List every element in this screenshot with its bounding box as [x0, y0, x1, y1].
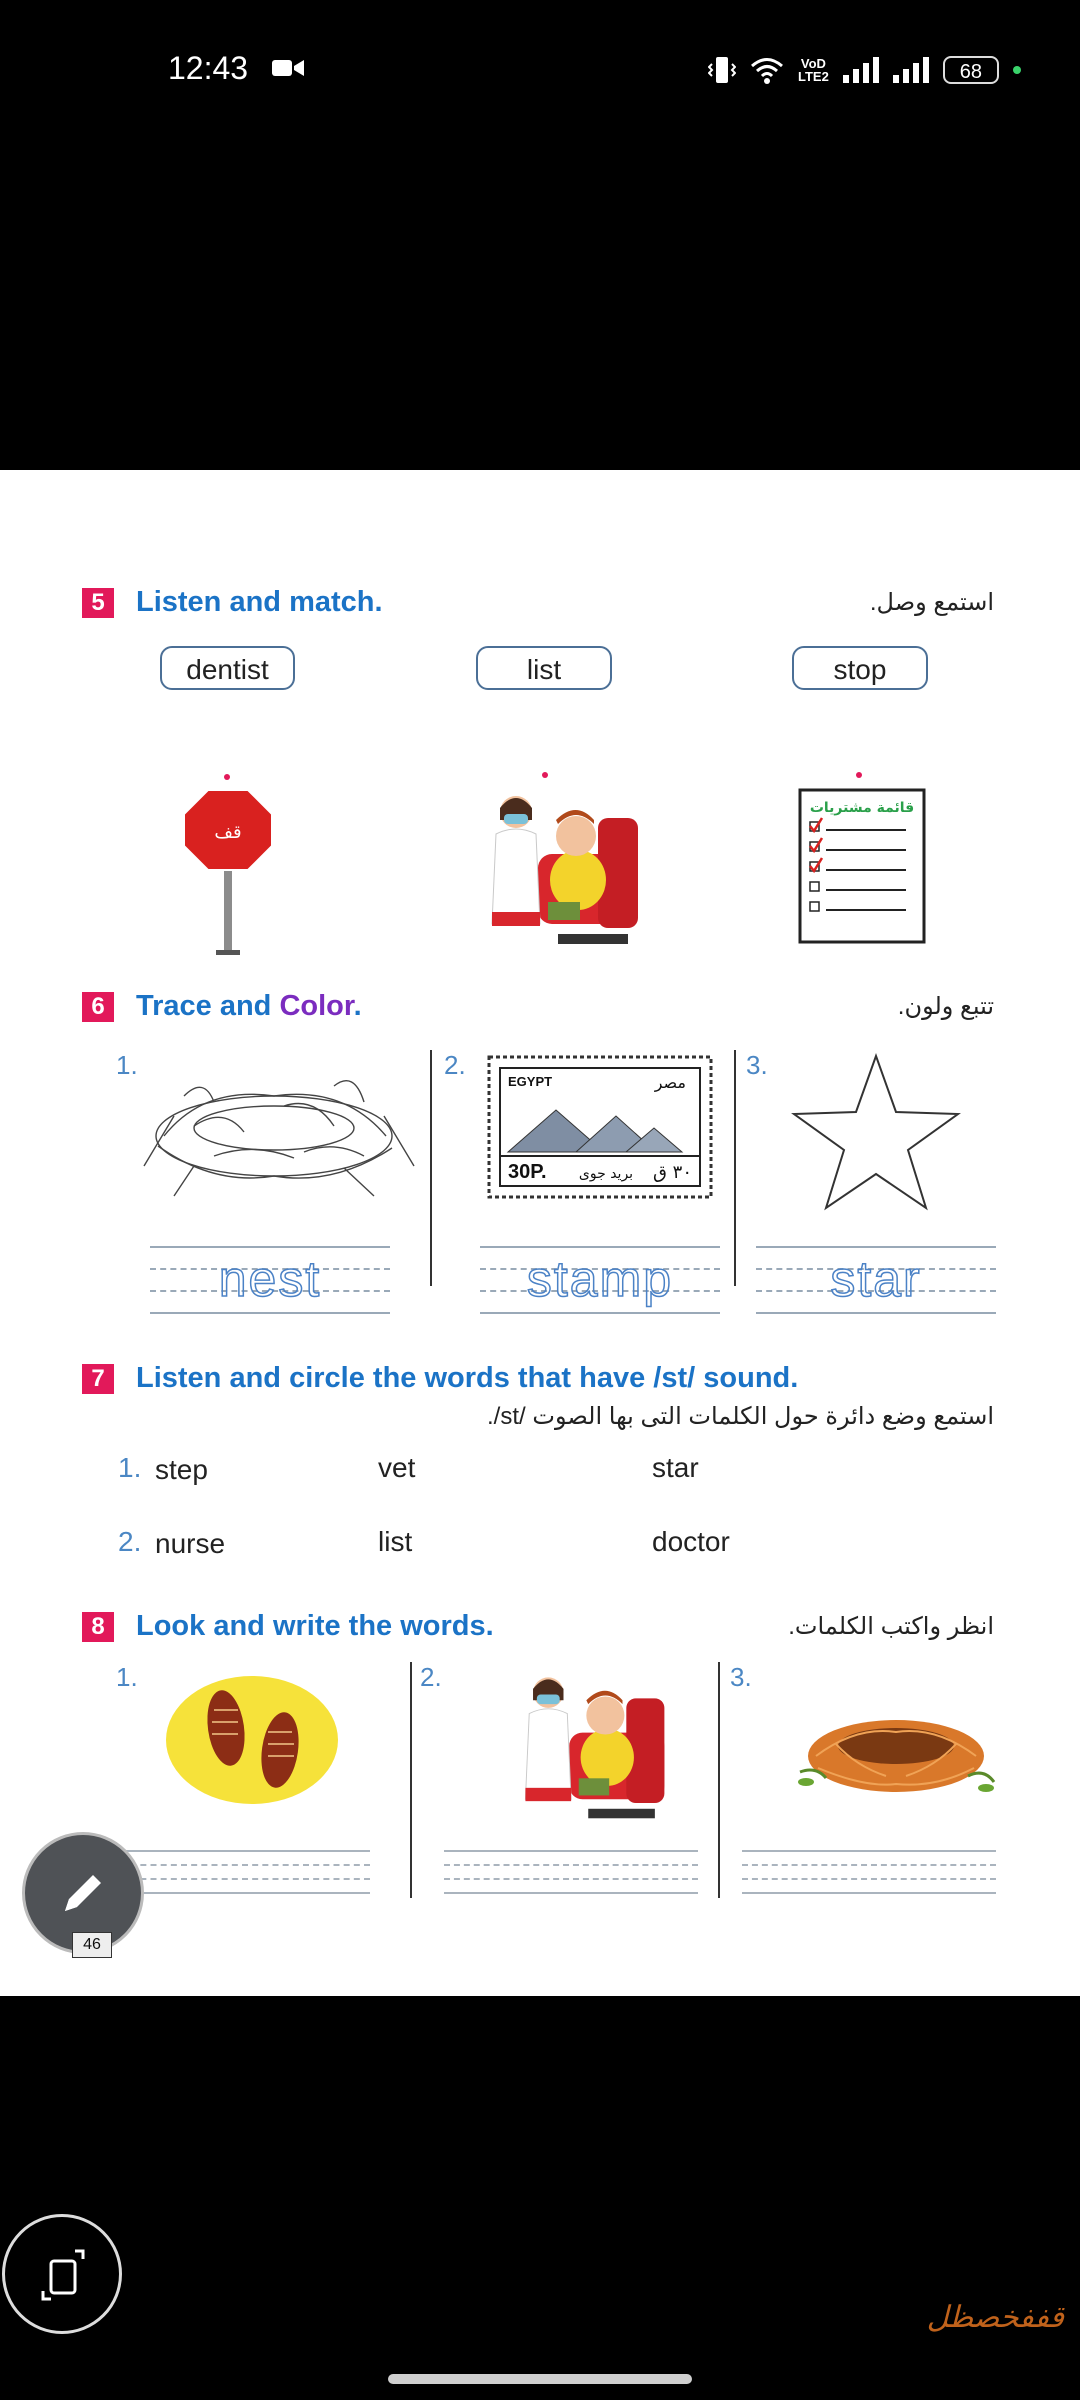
battery-indicator: 68	[943, 56, 999, 84]
page-number: 46	[72, 1932, 112, 1958]
trace-area-star[interactable]	[756, 1246, 996, 1316]
nest-outline-image	[134, 1056, 416, 1198]
dentist-image	[478, 784, 648, 950]
section-title: Look and write the words.	[136, 1610, 494, 1642]
section-7-header	[82, 1362, 798, 1395]
status-time: 12:43	[168, 50, 249, 86]
status-bar	[0, 0, 1080, 140]
circle-word-step[interactable]: step	[155, 1454, 208, 1485]
section-number: 7	[82, 1364, 114, 1394]
section-8-header	[82, 1610, 494, 1643]
stop-sign-image	[180, 786, 276, 956]
section-number: 8	[82, 1612, 114, 1642]
watermark-text: قففخصظل	[926, 2301, 1064, 2334]
stop-sign-text: قف	[214, 822, 242, 843]
section-title: Listen and circle the words that have /st/ sound.	[136, 1362, 799, 1394]
write-area-3[interactable]	[742, 1850, 996, 1906]
item-number: 2.	[420, 1662, 442, 1692]
item-number: 2.	[444, 1050, 466, 1080]
signal-icon-1	[843, 57, 879, 83]
write-area-1[interactable]	[120, 1850, 370, 1906]
section-7-arabic: استمع وضع دائرة حول الكلمات التى بها الصوت /st/.	[487, 1403, 994, 1430]
wifi-icon	[750, 56, 784, 84]
circle-word-nurse[interactable]: nurse	[155, 1528, 226, 1559]
match-dot	[542, 772, 548, 778]
stamp-country: EGYPT	[508, 1074, 553, 1089]
item-number: 1.	[116, 1662, 138, 1692]
divider	[718, 1662, 720, 1898]
divider	[734, 1050, 736, 1286]
trace-word: stamp	[526, 1251, 674, 1307]
item-number: 3.	[746, 1050, 768, 1080]
vibrate-icon	[708, 55, 736, 85]
rotate-icon	[35, 2247, 91, 2303]
section-number: 5	[82, 588, 114, 618]
stamp-value: 30P.	[508, 1161, 547, 1183]
video-camera-icon	[272, 58, 304, 78]
item-number: 3.	[730, 1662, 752, 1692]
dentist-image-2	[512, 1666, 674, 1824]
word-pill-dentist: dentist	[160, 646, 295, 690]
section-5-arabic: استمع وصل.	[869, 589, 994, 616]
signal-icon-2	[893, 57, 929, 83]
rotate-screen-button[interactable]	[2, 2214, 122, 2334]
section-8-arabic: انظر واكتب الكلمات.	[788, 1613, 994, 1640]
section-6-header	[82, 990, 362, 1023]
divider	[430, 1050, 432, 1286]
star-outline-image	[788, 1052, 964, 1212]
section-title: Listen and match.	[136, 586, 383, 618]
stamp-arabic-country: مصر	[654, 1073, 686, 1092]
worksheet-page	[0, 470, 1080, 1996]
privacy-dot	[1013, 66, 1021, 74]
list-title: قائمة مشتريات	[809, 800, 915, 816]
circle-word-vet[interactable]: vet	[378, 1452, 416, 1483]
row-number: 1.	[118, 1452, 142, 1483]
stamp-image	[486, 1054, 714, 1200]
pencil-icon	[57, 1867, 109, 1919]
circle-word-star[interactable]: star	[652, 1452, 699, 1483]
section-6-arabic: تتبع ولون.	[897, 993, 994, 1020]
section-title: Trace and Color.	[136, 990, 362, 1022]
section-5-header	[82, 586, 383, 619]
divider	[410, 1662, 412, 1898]
word-pill-list: list	[476, 646, 612, 690]
circle-word-doctor[interactable]: doctor	[652, 1526, 730, 1557]
nest-image	[796, 1696, 996, 1806]
row-number: 2.	[118, 1526, 142, 1557]
footprints-image	[162, 1670, 342, 1808]
trace-word: star	[830, 1251, 922, 1307]
section-number: 6	[82, 992, 114, 1022]
match-dot	[856, 772, 862, 778]
stamp-airmail: بريد جوى	[578, 1166, 634, 1182]
volte-indicator: VoD LTE2	[798, 56, 829, 84]
trace-area-stamp[interactable]	[480, 1246, 720, 1316]
home-indicator[interactable]	[388, 2374, 692, 2384]
item-number: 1.	[116, 1050, 138, 1080]
stamp-arabic-value: ٣٠ ق	[652, 1162, 692, 1183]
shopping-list-image	[798, 788, 926, 944]
word-pill-stop: stop	[792, 646, 928, 690]
trace-area-nest[interactable]	[150, 1246, 390, 1316]
write-area-2[interactable]	[444, 1850, 698, 1906]
circle-word-list[interactable]: list	[378, 1526, 413, 1557]
trace-word: nest	[218, 1251, 322, 1307]
match-dot	[224, 774, 230, 780]
